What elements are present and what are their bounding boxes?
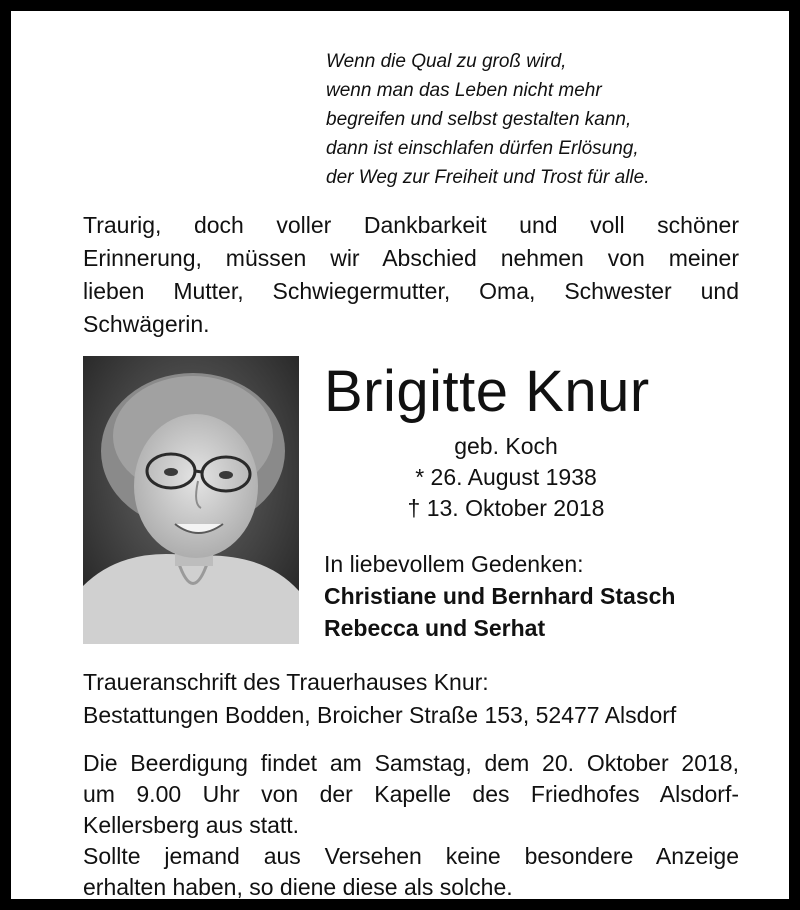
mourner-name: Christiane und Bernhard Stasch — [324, 583, 676, 609]
intro-text — [83, 209, 739, 341]
funeral-line: Die Beerdigung findet am Samstag, dem 20. Oktober 2018, — [83, 750, 739, 776]
funeral-line: Sollte jemand aus Versehen keine besondere Anzeige — [83, 843, 739, 869]
poem-line: begreifen und selbst gestalten kann, — [326, 109, 632, 130]
funeral-line: erhalten haben, so diene diese als solche. — [83, 874, 513, 900]
birth-name: geb. Koch — [454, 433, 558, 459]
death-date: † 13. Oktober 2018 — [407, 495, 605, 521]
address-label: Traueranschrift des Trauerhauses Knur: — [83, 669, 489, 695]
portrait-image — [83, 356, 299, 644]
poem-line: Wenn die Qual zu groß wird, — [326, 51, 567, 72]
address-value: Bestattungen Bodden, Broicher Straße 153, 52477 Alsdorf — [83, 702, 677, 728]
mourner-name: Rebecca und Serhat — [324, 615, 546, 641]
mourners-heading: In liebevollem Gedenken: — [324, 551, 584, 577]
memorial-poem — [326, 47, 649, 192]
portrait-photo — [83, 356, 299, 644]
deceased-vitals — [324, 431, 688, 524]
intro-line: Traurig, doch voller Dankbarkeit und voll schöner — [83, 212, 739, 238]
mourners-block — [324, 548, 675, 644]
intro-line: lieben Mutter, Schwiegermutter, Oma, Schwester und — [83, 278, 739, 304]
condolence-address — [83, 666, 676, 732]
funeral-line: Kellersberg aus statt. — [83, 812, 300, 838]
deceased-name: Brigitte Knur — [324, 359, 650, 424]
funeral-details — [83, 748, 739, 903]
intro-line: Schwägerin. — [83, 311, 210, 337]
funeral-line: um 9.00 Uhr von der Kapelle des Friedhofes Alsdorf- — [83, 781, 739, 807]
poem-line: wenn man das Leben nicht mehr — [326, 80, 602, 101]
poem-line: der Weg zur Freiheit und Trost für alle. — [326, 167, 650, 188]
birth-date: * 26. August 1938 — [415, 464, 597, 490]
intro-line: Erinnerung, müssen wir Abschied nehmen von meiner — [83, 245, 739, 271]
poem-line: dann ist einschlafen dürfen Erlösung, — [326, 138, 639, 159]
